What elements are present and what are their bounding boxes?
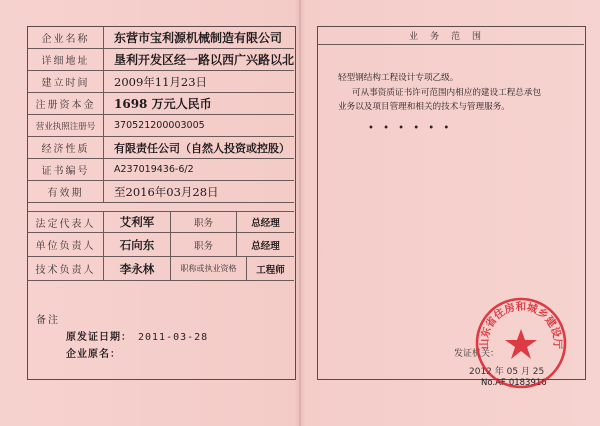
unit-head-name: 石向东 (119, 237, 155, 252)
unit-head-role-cell (236, 233, 294, 256)
seal-star-icon (505, 329, 537, 359)
unit-head-role-label: 职务 (193, 240, 213, 252)
row-unit-head (28, 233, 294, 257)
scope-dots: • • • • • • (368, 123, 453, 134)
business-scope-header: 业务范围 (318, 27, 584, 45)
remark-section (28, 305, 294, 379)
value-validity: 至2016年03月28日 (114, 184, 219, 199)
row-capital (28, 93, 294, 115)
scope-line-2: 可从事资质证书许可范围内相应的建设工程总承包 (352, 87, 542, 98)
label-license-no: 营业执照注册号 (28, 115, 104, 136)
row-legal-rep (28, 211, 294, 233)
label-company-name: 企业名称 (28, 27, 104, 48)
value-capital: 1698 万元人民币 (114, 97, 212, 111)
row-tech-head (28, 257, 294, 281)
cert-no-label: No.AF (481, 378, 506, 388)
tech-head-role-label-cell (170, 257, 246, 280)
issuer-label: 发证机关： (454, 349, 500, 359)
row-company-name (28, 27, 294, 49)
legal-rep-name-cell (104, 212, 170, 232)
label-economic-nature: 经济性质 (28, 137, 104, 158)
first-issue-date: 2011-03-28 (138, 332, 209, 343)
unit-head-role-label-cell (170, 233, 236, 256)
former-name-label: 企业原名： (66, 349, 121, 360)
company-info-table (27, 26, 296, 380)
value-certificate-no: A237019436-6/2 (114, 164, 194, 175)
tech-head-role-label: 职称或执业资格 (180, 264, 237, 273)
unit-head-name-cell (104, 233, 170, 256)
page-fold (299, 0, 301, 426)
label-legal-rep: 法定代表人 (28, 212, 104, 232)
value-address: 垦利开发区经一路以西广兴路以北 (114, 53, 295, 67)
label-established: 建立时间 (28, 71, 104, 92)
label-capital: 注册资本金 (28, 93, 104, 114)
row-established (28, 71, 294, 93)
seal-text: 山东省住房和城乡建设厅 (478, 300, 564, 350)
first-issue-label: 原发证日期： (66, 332, 132, 343)
value-established: 2009年11月23日 (114, 74, 208, 89)
tech-head-role: 工程师 (256, 264, 285, 276)
issue-date: 2012 年 05 月 25 (469, 367, 545, 377)
row-address (28, 49, 294, 71)
row-validity (28, 181, 294, 203)
tech-head-name-cell (104, 257, 170, 280)
scope-line-1: 轻型钢结构工程设计专项乙级。 (338, 73, 459, 83)
scope-line-3: 业务以及项目管理和相关的技术与管理服务。 (338, 102, 510, 112)
label-certificate-no: 证书编号 (28, 159, 104, 180)
legal-rep-role: 总经理 (251, 218, 280, 229)
tech-head-role-cell (246, 257, 294, 280)
tech-head-name: 李永林 (119, 261, 155, 276)
label-tech-head: 技术负责人 (28, 257, 104, 280)
cert-no-value: 0183916 (508, 378, 547, 388)
official-seal (471, 293, 571, 393)
legal-rep-role-label: 职务 (193, 218, 213, 229)
first-issue-line (66, 328, 208, 343)
business-scope-text (338, 71, 578, 115)
former-name-line (66, 345, 121, 360)
label-unit-head: 单位负责人 (28, 233, 104, 256)
value-company-name: 东营市宝利源机械制造有限公司 (114, 31, 283, 45)
row-license-no (28, 115, 294, 137)
legal-rep-name: 艾利军 (119, 215, 155, 229)
unit-head-role: 总经理 (251, 240, 280, 252)
remark-label: 备注 (36, 315, 60, 326)
row-economic-nature (28, 137, 294, 159)
legal-rep-role-label-cell (170, 212, 236, 232)
row-certificate-no (28, 159, 294, 181)
label-address: 详细地址 (28, 49, 104, 70)
value-license-no: 370521200003005 (114, 120, 205, 131)
legal-rep-role-cell (236, 212, 294, 232)
label-validity: 有效期 (28, 181, 104, 202)
value-economic-nature: 有限责任公司（自然人投资或控股） (114, 141, 290, 155)
